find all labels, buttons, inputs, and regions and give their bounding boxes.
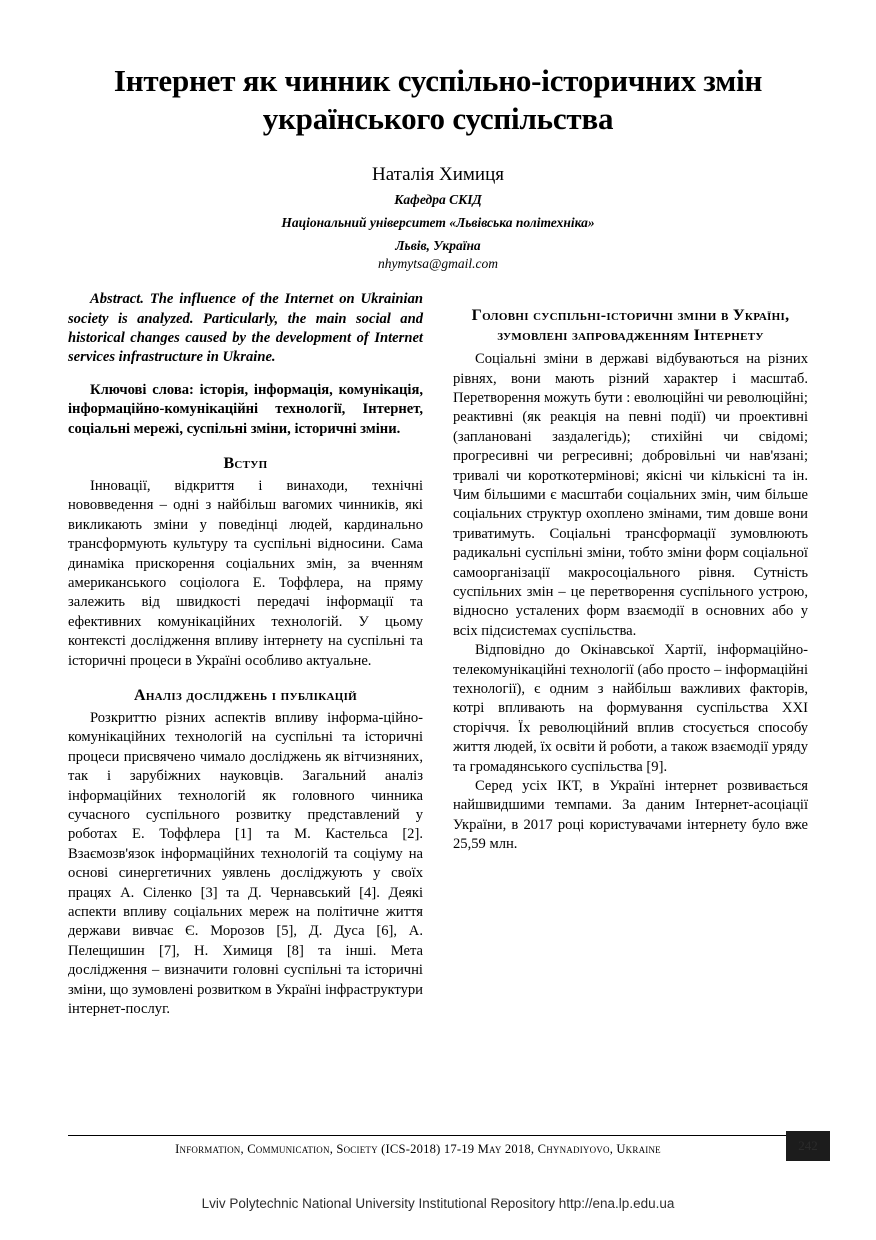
footer-conference-info: Information, Communication, Society (ICS-2018) 17-19 May 2018, Chynadiyovo, Ukraine (175, 1142, 661, 1156)
author-affiliation (68, 213, 808, 232)
section-analysis-paragraph: Розкриттю різних аспектів впливу інформа-ційно-комунікаційних технологій на суспільні та історичні процеси присвячено чимало досліджень як вітчизняних, так і зарубіжних науковців. Загальний аналіз інформаційних технологій як головного чинника сучасного суспільного розвитку представлений у роботах Е. Тоффлера [1] та М. Кастельса [2]. Взаємозв'язок інформаційних технологій та соціуму на основі синергетичних уявлень досліджують у своїх працях А. Сіленко [3] та Д. Чернавський [4]. Деякі аспекти впливу соціальних мереж на політичне життя держави вивчає Є. Морозов [5], Д. Дуса [6], А. Пелещишин [7], Н. Химиця [8] та інші. Мета дослідження – визначити головні суспільні та історичні зміни, що зумовлені розвитком в Україні інфраструктури інтернет-послуг. (68, 710, 423, 1018)
section-intro-paragraph: Інновації, відкриття і винаходи, технічні нововведення – одні з найбільш вагомих чинників, які викликають зміни у поведінці людей, кардинально трансформують культуру та суспільні відносини. Сама динаміка прискорення соціальних змін, за вченням американського соціолога Е. Тоффлера, на пряму залежить від швидкості передачі інформації та ефективних комунікаційних технологій. У цьому контексті дослідження впливу інтернету на суспільні та історичні процеси в Україні особливо актуальне. (68, 477, 423, 669)
city-label: Львів, Україна (395, 237, 481, 253)
section-main-paragraph-1: Соціальні зміни в державі відбуваються на різних рівнях, вони мають різний характер і масштаб. Перетворення можуть бути : еволюційні чи революційні; реактивні (як реакція на певні події) чи проективні (заплановані заздалегідь); стихійні чи свідомі; прогресивні чи регресивні; добровільні чи нав'язані; тривалі чи короткотермінові; якісні чи кількісні та ін. Чим більшими є масштаби соціальних змін, чим більше соціальних структур охоплено змінами, тим довше вони триватимуть. Соціальні трансформації зумовлюють радикальні суспільні зміни, тобто зміни форм соціальної самоорганізації макросоціального рівня. Сутність суспільних змін – це перетворення суспільного устрою, відносно усталених форм взаємодії в основних або у всіх підсистемах суспільства. (453, 351, 808, 639)
section-heading-intro: Вступ (223, 454, 268, 472)
author-email: nhymytsa@gmail.com (377, 256, 499, 272)
author-city (68, 236, 808, 255)
section-heading-analysis: Аналіз досліджень і публікацій (133, 687, 358, 704)
footer-divider (68, 1135, 808, 1136)
abstract-paragraph: Abstract. The influence of the Internet on Ukrainian society is analyzed. Particularly, the main social and historical changes caused by the development of Internet services infrastructure in Ukraine. (68, 291, 423, 366)
two-column-layout (68, 290, 808, 1019)
article-body (68, 62, 808, 1020)
column-left (68, 290, 423, 1019)
department-label: Кафедра СКІД (394, 191, 482, 207)
author-name: Наталія Химиця (371, 163, 505, 185)
page-title: Інтернет як чинник суспільно-історичних змін українського суспільства (113, 63, 763, 136)
section-main-paragraph-2: Відповідно до Окінавської Хартії, інформаційно-телекомунікаційні технології (або просто – інформаційні технології), є одним з найбільш важливих факторів, котрі впливають на формування суспільства ХХІ сторіччя. Їх революційний вплив стосується способу життя людей, їх освіти й роботи, а також взаємодії уряду та громадянського суспільства [9]. (453, 642, 808, 775)
section-main-paragraph-3: Серед усіх ІКТ, в Україні інтернет розвивається найшвидшими темпами. За даним Інтернет-асоціації України, в 2017 році користувачами інтернету було вже 25,59 млн. (453, 778, 808, 853)
affiliation-label: Національний університет «Львівська політехніка» (281, 214, 595, 230)
section-heading-main-changes: Головні суспільні-історичні зміни в Україні, зумовлені запровадженням Інтернету (471, 307, 790, 345)
author-department (68, 190, 808, 209)
column-right (453, 290, 808, 1019)
page-number: 242 (786, 1131, 830, 1161)
keywords-paragraph: Ключові слова: історія, інформація, комунікація, інформаційно-комунікаційні технології, Інтернет, соціальні мережі, суспільні зміни, історичні зміни. (68, 381, 423, 437)
repository-watermark: Lviv Polytechnic National University Institutional Repository http://ena.lp.edu.ua (201, 1196, 675, 1211)
